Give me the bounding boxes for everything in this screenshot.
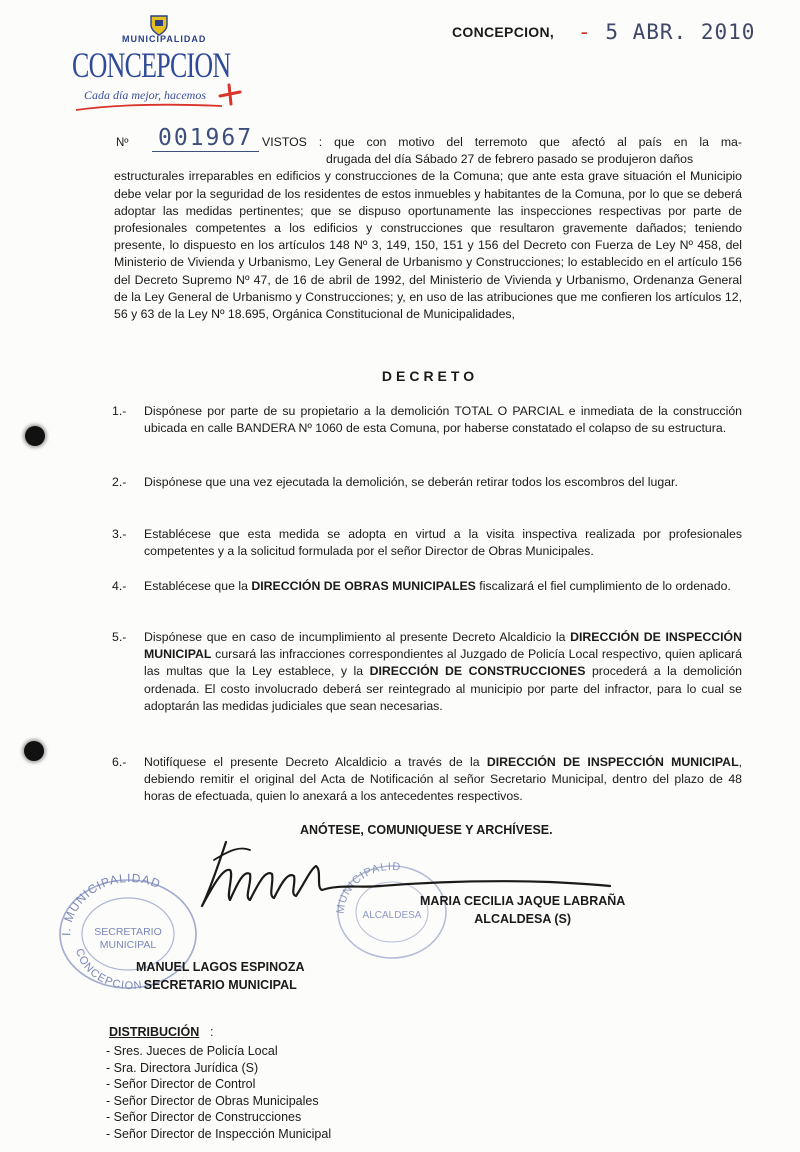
distribution-title: DISTRIBUCIÓN (109, 1025, 200, 1039)
date-dash: - (578, 20, 592, 44)
secretary-title: SECRETARIO MUNICIPAL (143, 978, 297, 992)
list-item: - Señor Director de Inspección Municipal (106, 1126, 332, 1141)
stamp-center-text-1: SECRETARIO (94, 926, 162, 938)
item-text-part: cursará las infracciones correspondientes al Juzgado de Policía Local respectivo, quien aplicará las multas que la Ley establece, y la (144, 647, 742, 679)
item-text-part: Establécese que la (144, 579, 252, 593)
list-item: - Señor Director de Obras Municipales (106, 1093, 319, 1108)
item-number: 3.- (112, 527, 127, 541)
item-text-bold: DIRECCIÓN DE CONSTRUCCIONES (369, 664, 586, 679)
punch-hole-bottom (24, 741, 44, 761)
item-text: Dispónese por parte de su propietario a la demolición TOTAL O PARCIAL e inmediata de la construcción ubicada en calle BANDERA Nº 1060 de esta Comuna, por haberse constatado el colapso de su estructura. (144, 404, 742, 436)
vistos-body: estructurales irreparables en edificios y construcciones de la Comuna; que ante esta grave situación el Municipio debe velar por la seguridad de los residentes de estos inmuebles y habitantes de la Comuna, por lo que se deberá adoptar las medidas pertinentes; que se dispuso oportunamente las inspecciones respectivas por parte de profesionales competentes a los edificios y construcciones que resultaron gravemente dañados; teniendo presente, lo dispuesto en los artículos 148 Nº 3, 149, 150, 151 y 156 del Decreto con Fuerza de Ley Nº 458, del Ministerio de Vivienda y Urbanismo, Ley General de Urbanismo y Construcciones; lo establecido en el artículo 156 del Decreto Supremo Nº 47, de 16 de abril de 1992, del Ministerio de Vivienda y Urbanismo, Ordenanza General de la Ley General de Urbanismo y Construcciones; y, en uso de las atribuciones que me confieren los artículos 12, 56 y 63 de la Ley Nº 18.695, Orgánica Constitucional de Municipalidades, (114, 169, 742, 322)
logo-municipalidad: MUNICIPALIDAD (122, 34, 207, 44)
vistos-line-2: drugada del día Sábado 27 de febrero pasado se produjeron daños (326, 152, 694, 167)
item-text-part: fiscalizará el fiel cumplimiento de lo ordenado. (475, 579, 731, 593)
mayor-stamp-center-text: ALCALDESA (362, 910, 422, 921)
header-city: CONCEPCION, (452, 24, 555, 40)
item-number: 5.- (112, 630, 127, 644)
secretary-signature-block (136, 958, 305, 994)
list-item: - Sra. Directora Jurídica (S) (106, 1060, 259, 1075)
mayor-signature-block (420, 892, 625, 928)
closing-formula: ANÓTESE, COMUNIQUESE Y ARCHÍVESE. (300, 823, 553, 837)
stamp-ring-text: I. MUNICIPALIDAD (58, 870, 163, 937)
item-number: 1.- (112, 404, 127, 418)
vistos-paragraph (114, 134, 742, 323)
item-text-bold: DIRECCIÓN DE INSPECCIÓN MUNICIPAL (144, 630, 742, 662)
vistos-line-1: VISTOS : que con motivo del terremoto que afectó al país en la ma- (262, 135, 742, 149)
punch-hole-top (25, 426, 45, 446)
secretary-name: MANUEL LAGOS ESPINOZA (136, 960, 305, 974)
stamp-ring-bottom-text: CONCEPCION (72, 947, 144, 992)
list-item: - Señor Director de Construcciones (106, 1110, 302, 1125)
item-number: 6.- (112, 755, 127, 769)
item-text-part: Notifíquese el presente Decreto Alcaldicio a través de la (144, 755, 487, 769)
municipality-logo (70, 14, 260, 114)
item-text-bold: DIRECCIÓN DE INSPECCIÓN MUNICIPAL (486, 755, 739, 769)
stamp-center-text-2: MUNICIPAL (99, 939, 157, 951)
item-text (144, 754, 742, 806)
item-number: 2.- (112, 475, 127, 489)
mayor-stamp-ring-text: MUNICIPALID (334, 860, 402, 915)
item-text (144, 629, 742, 715)
coat-of-arms-icon (148, 14, 170, 36)
list-item: - Sres. Jueces de Policía Local (106, 1044, 278, 1058)
mayor-name: MARIA CECILIA JAQUE LABRAÑA (420, 894, 626, 908)
mayor-title: ALCALDESA (S) (474, 912, 572, 926)
item-text-bold: DIRECCIÓN DE OBRAS MUNICIPALES (251, 579, 476, 593)
logo-swoosh-icon (74, 100, 224, 114)
distribution-colon: : (210, 1025, 214, 1039)
item-text-part: , debiendo remitir el original del Acta de Notificación al señor Secretario Municipal, dentro del plazo de 48 horas de efectuada, quien lo anexará a los antecedentes respectivos. (144, 755, 742, 804)
logo-name: CONCEPCION (72, 45, 231, 85)
item-text-part: Dispónese que en caso de incumplimiento al presente Decreto Alcaldicio la (144, 630, 571, 644)
item-text (144, 578, 742, 595)
decree-number: 001967 (152, 125, 259, 152)
item-text: Dispónese que una vez ejecutada la demolición, se deberán retirar todos los escombros del lugar. (144, 475, 678, 489)
header-date (578, 20, 755, 44)
distribution-list (106, 1043, 331, 1143)
logo-slogan: Cada día mejor, hacemos (84, 88, 206, 102)
list-item: - Señor Director de Control (106, 1077, 256, 1092)
item-text-part: procederá a la demolición ordenada. El costo involucrado deberá ser reintegrado al municipio por parte del infractor, para lo cual se adoptarán las medidas judiciales que sean necesarias. (144, 664, 742, 713)
item-text: Establécese que esta medida se adopta en virtud a la visita inspectiva realizada por profesionales competentes y a la solicitud formulada por el señor Director de Obras Municipales. (144, 527, 742, 559)
decreto-title: DECRETO (381, 368, 479, 384)
date-stamp: 5 ABR. 2010 (605, 20, 756, 44)
item-number: 4.- (112, 579, 127, 593)
decree-number-label: Nº (116, 137, 129, 149)
